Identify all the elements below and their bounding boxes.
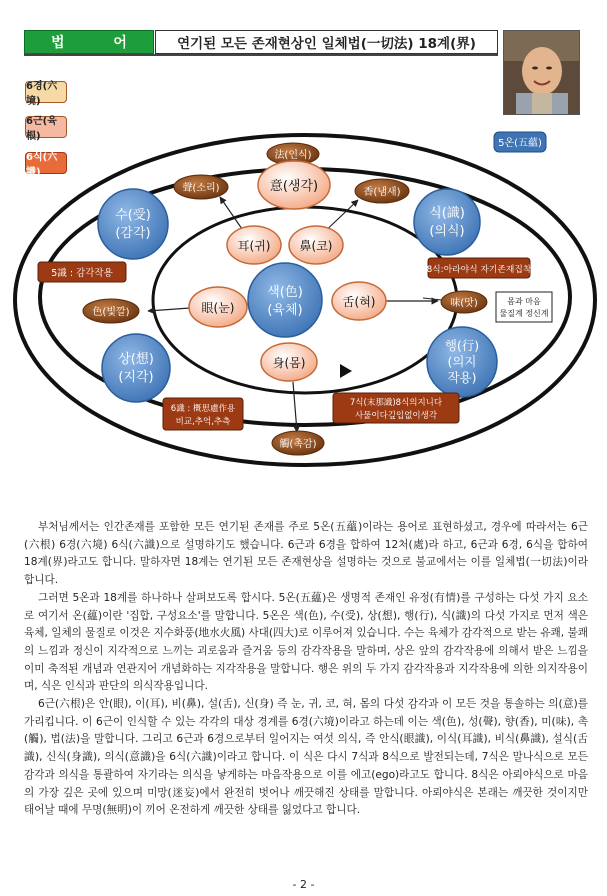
body-mind-line1: 몸과 마음 — [507, 297, 541, 306]
tongue-label: 舌(혀) — [342, 295, 376, 309]
smell-label: 香(냄새) — [363, 187, 401, 198]
mind-circle — [258, 161, 330, 209]
five-aggregates-label: 5온(五蘊) — [498, 138, 542, 149]
legend-six-objects: 6경(六境) — [25, 81, 67, 103]
feeling-line1: 수(受) — [115, 208, 151, 223]
seventh-line2: 사물이다깊입없이생각 — [354, 411, 438, 421]
paragraph-1: 부처님께서는 인간존재를 포함한 모든 연기된 존재를 주로 5온(五蘊)이라는 용어로 표현하셨고, 경우에 따라서는 6근(六根) 6경(六境) 6식(六識)으로 설명하기도 했습니다. 6근과 6경을 합하여 12처(處)라 하고, 6근과 6경, 6식을 합하여 18계(界)라고도 합니다. 말하자면 18계는 연기된 모든 존재현상을 설명하는 것으로 불교에서는 이를 일체법(一切法)이라 합니다. — [24, 521, 588, 587]
page-title: 연기된 모든 존재현상인 일체법(一切法) 18계(界) — [155, 30, 498, 54]
body-label: 身(몸) — [272, 356, 306, 370]
legend-six-organs: 6근(육根) — [25, 116, 67, 138]
form-agg-line2: (육체) — [267, 303, 303, 318]
consciousness-aggregate — [414, 189, 480, 255]
seventh-line1: 7식(末那識)8식의지니다 — [349, 398, 443, 408]
touch-label: 觸(촉감) — [279, 439, 317, 450]
perception-aggregate — [102, 334, 170, 402]
body-organ — [261, 343, 317, 381]
ear-label: 耳(귀) — [237, 239, 271, 253]
taste-label: 味(맛) — [450, 298, 478, 309]
section-label: 법 어 — [24, 30, 154, 54]
consciousness-line1: 식(識) — [429, 206, 465, 221]
form-agg-line1: 색(色) — [267, 285, 303, 300]
sixth-consciousness-line1: 6識 : 概思慮作용 — [170, 404, 236, 414]
eye-label: 眼(눈) — [201, 301, 235, 315]
eighth-consciousness-text: 8식:아라야식 자기존재집착 — [426, 265, 532, 275]
note-seventh-consciousness — [333, 393, 459, 423]
five-aggregates-badge — [494, 132, 546, 152]
perception-line1: 상(想) — [118, 352, 154, 367]
touch-object — [272, 431, 324, 455]
nose-organ — [289, 226, 343, 264]
taste-object — [441, 291, 487, 313]
perception-line2: (지각) — [118, 370, 154, 385]
sound-label: 聲(소리) — [182, 183, 220, 194]
volition-line2: (의지 — [447, 354, 477, 369]
volition-line1: 행(行) — [444, 338, 480, 353]
note-sixth-consciousness — [163, 398, 243, 430]
page-number: - 2 - — [292, 878, 315, 891]
nose-label: 鼻(코) — [299, 239, 333, 253]
tongue-organ — [332, 282, 386, 320]
eye-organ — [189, 287, 247, 327]
dharma-label: 法(인식) — [274, 150, 312, 161]
volition-aggregate — [427, 327, 497, 397]
ear-organ — [227, 226, 281, 264]
sixth-consciousness-line2: 비교,추억,추측 — [175, 417, 231, 427]
paragraph-3: 6근(六根)은 안(眼), 이(耳), 비(鼻), 설(舌), 신(身) 즉 눈, 귀, 코, 혀, 몸의 다섯 감각과 이 모든 것을 통솔하는 의(意)를 가리킵니다. 이 6근이 인식할 수 있는 각각의 대상 경계를 6경(六境)이라고 하는데 이는 색(色), 성(聲), 향(香), 미(味), 촉(觸), 법(法)을 말합니다. 그리고 6근과 6경으로부터 일어지는 여섯 의식, 즉 안식(眼識), 이식(耳識), 비식(鼻識), 설식(舌識), 신식(身識), 의식(意識)을 6식(六識)이라고 합니다. 이 식은 다시 7식과 8식으로 발전되는데, 7식은 말나식으로 모든 감각과 의식을 통괄하여 자기라는 의식을 낳게하는 마음작용으로 이를 에고(ego)라고도 합니다. 8식은 아뢰야식으로 마음의 가장 깊은 곳에 있으며 미망(迷妄)에서 완전히 벗어나 깨끗해진 상태를 말합니다. 아뢰야식은 본래는 깨끗한 것이지만 태어날 때에 무명(無明)이 끼어 온전하게 깨끗한 상태를 잃었다고 합니다. — [24, 698, 588, 817]
body-text — [24, 519, 588, 820]
feeling-aggregate — [98, 189, 168, 259]
body-mind-line2: 물질계 정신계 — [499, 309, 549, 318]
note-body-mind — [496, 292, 552, 322]
form-aggregate — [248, 263, 322, 337]
legend-six-consciousness: 6식(六識) — [25, 152, 67, 174]
paragraph-2: 그러면 5온과 18계를 하나하나 살펴보도록 합시다. 5온(五蘊)은 생명적 존재인 유정(有情)를 구성하는 다섯 가지 요소로 여기서 온(蘊)이란 '집합, 구성요소'를 말합니다. 5온은 색(色), 수(受), 상(想), 행(行), 식(識)의 다섯 가지로 먼저 색은 육체, 일체의 물질로 이것은 지수화풍(地水火風) 사대(四大)로 이루어져 있습니다. 수는 육체가 감각적으로 받는 유쾌, 불쾌의 느낌과 정신이 지각적으로 느끼는 괴로움과 즐거움 등의 감각작용을 말하며, 상은 앞의 감각작용에 의해서 받은 느낌을 이미 축적된 개념과 연관지어 개념화하는 지각작용을 말합니다. 행은 위의 두 가지 감각작용과 지각작용에 의한 의지작용이며, 식은 인식과 판단의 의식작용입니다. — [24, 591, 588, 693]
note-fifth-consciousness — [38, 262, 126, 282]
form-label: 色(빛깔) — [92, 307, 130, 318]
smell-object — [355, 179, 409, 203]
mind-label: 意(생각) — [269, 179, 319, 194]
consciousness-line2: (의식) — [429, 224, 465, 239]
note-eighth-consciousness — [427, 258, 532, 278]
sound-object — [174, 175, 228, 199]
volition-line3: 작용) — [447, 370, 477, 385]
fifth-consciousness-text: 5識 : 감각작용 — [51, 268, 113, 279]
form-object — [83, 299, 139, 323]
feeling-line2: (감각) — [115, 226, 151, 241]
